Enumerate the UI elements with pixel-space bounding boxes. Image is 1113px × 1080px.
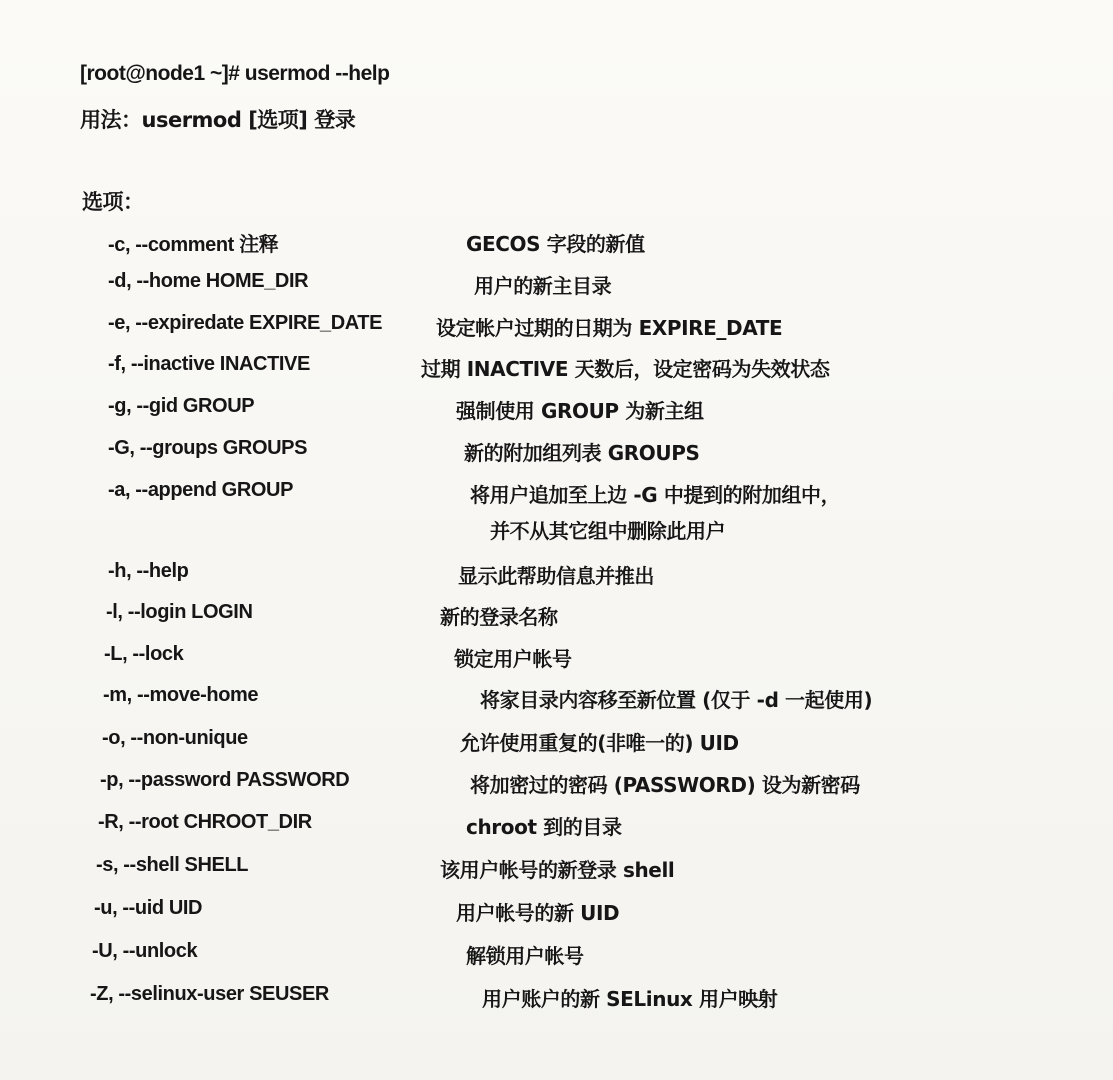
option-flag: -h, --help <box>108 560 189 582</box>
option-description: 强制使用 GROUP 为新主组 <box>456 399 704 423</box>
options-heading: 选项： <box>82 190 144 214</box>
option-description: 允许使用重复的(非唯一的) UID <box>460 731 739 755</box>
option-description: 用户的新主目录 <box>474 274 612 298</box>
option-description-continued: 并不从其它组中删除此用户 <box>490 519 726 543</box>
option-description: 将家目录内容移至新位置 (仅于 -d 一起使用) <box>480 688 873 712</box>
option-flag: -R, --root CHROOT_DIR <box>98 811 312 833</box>
option-flag: -p, --password PASSWORD <box>100 769 350 791</box>
shell-prompt-line: [root@node1 ~]# usermod --help <box>80 62 390 85</box>
option-description: GECOS 字段的新值 <box>466 232 645 256</box>
option-description: 用户账户的新 SELinux 用户映射 <box>482 987 778 1011</box>
option-flag: -a, --append GROUP <box>108 479 294 501</box>
option-description: 该用户帐号的新登录 shell <box>440 858 675 882</box>
option-description: 新的附加组列表 GROUPS <box>464 441 700 465</box>
option-description: 设定帐户过期的日期为 EXPIRE_DATE <box>436 316 783 340</box>
option-flag: -m, --move-home <box>103 684 259 706</box>
option-flag: -Z, --selinux-user SEUSER <box>90 983 329 1005</box>
option-flag: -d, --home HOME_DIR <box>108 270 309 292</box>
usage-line: 用法：usermod [选项] 登录 <box>80 108 356 132</box>
option-flag: -o, --non-unique <box>102 727 248 749</box>
option-flag: -g, --gid GROUP <box>108 395 255 417</box>
option-flag: -s, --shell SHELL <box>96 854 249 876</box>
option-flag: -c, --comment 注释 <box>108 234 279 256</box>
option-description: 解锁用户帐号 <box>466 944 584 968</box>
option-flag: -f, --inactive INACTIVE <box>108 353 310 375</box>
option-description: 过期 INACTIVE 天数后，设定密码为失效状态 <box>421 357 830 381</box>
option-flag: -l, --login LOGIN <box>106 601 253 623</box>
option-description: 显示此帮助信息并推出 <box>458 564 654 588</box>
option-description: 将用户追加至上边 -G 中提到的附加组中， <box>470 483 841 507</box>
option-flag: -G, --groups GROUPS <box>108 437 308 459</box>
option-description: 将加密过的密码 (PASSWORD) 设为新密码 <box>470 773 860 797</box>
option-description: 锁定用户帐号 <box>454 647 572 671</box>
option-flag: -U, --unlock <box>92 940 198 962</box>
option-flag: -u, --uid UID <box>94 897 203 919</box>
option-flag: -e, --expiredate EXPIRE_DATE <box>108 312 383 334</box>
option-description: 用户帐号的新 UID <box>456 901 620 925</box>
option-description: 新的登录名称 <box>440 605 558 629</box>
option-flag: -L, --lock <box>104 643 184 665</box>
option-description: chroot 到的目录 <box>466 815 622 839</box>
